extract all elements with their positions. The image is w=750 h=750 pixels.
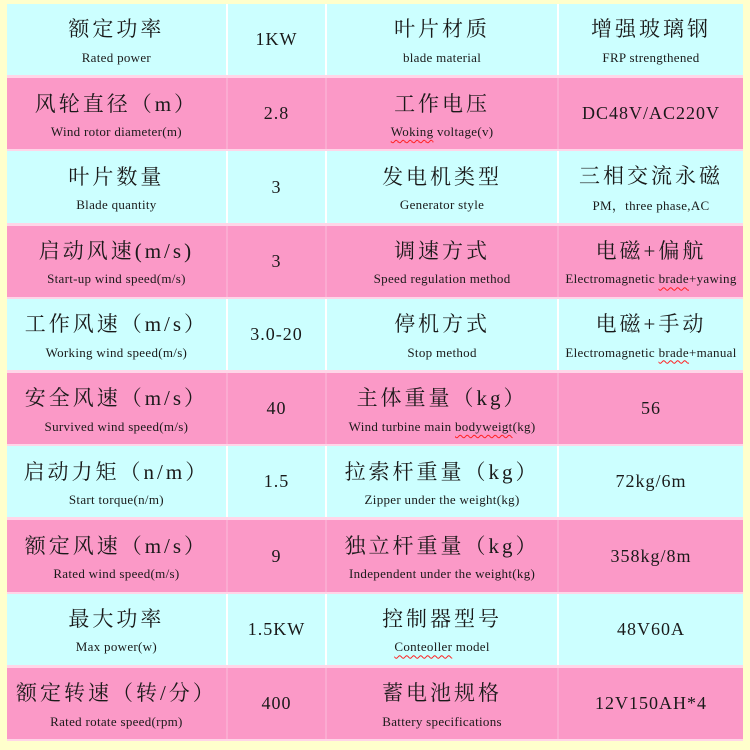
value-en: Electromagnetic brade+yawing [565,271,737,287]
param-name-zh: 安全风速（m/s） [24,386,209,411]
param-cell [7,520,228,591]
param-name-en: Start-up wind speed(m/s) [47,271,186,287]
param-value: 3 [271,176,282,197]
value-cell [559,226,743,297]
param-cell [7,594,228,665]
value-cell [559,151,743,222]
param-value: 56 [640,398,661,419]
param-name-en: Wind turbine main bodyweigt(kg) [348,418,536,434]
param-name-zh: 额定功率 [68,17,165,42]
param-value: 12V150AH*4 [594,692,707,713]
spec-row [7,223,743,299]
param-name-en: Rated power [81,49,152,65]
misspelled-word: brade [658,344,689,360]
param-name-zh: 拉索杆重量（kg） [344,459,540,484]
param-value: 1.5KW [247,618,306,639]
param-value: 72kg/6m [615,471,687,492]
spec-row [7,370,743,446]
param-name-zh: 独立杆重量（kg） [344,533,540,558]
value-cell [559,4,743,75]
value-cell [228,594,327,665]
param-value: 9 [271,545,282,566]
param-cell [327,373,559,444]
param-cell [327,668,559,739]
param-cell [7,446,228,517]
param-cell [327,151,559,222]
param-name-zh: 工作电压 [394,91,491,116]
value-cell [559,78,743,149]
param-cell [327,520,559,591]
param-value: 40 [266,398,287,419]
spec-row [7,4,743,75]
param-name-zh: 额定风速（m/s） [24,533,209,558]
param-name-zh: 停机方式 [394,312,491,337]
spec-row [7,517,743,593]
param-name-zh: 发电机类型 [382,164,503,189]
param-name-en: Blade quantity [76,197,157,213]
spec-row [7,151,743,222]
param-name-en: Survived wind speed(m/s) [44,418,189,434]
param-cell [327,226,559,297]
param-name-en: Working wind speed(m/s) [45,344,188,360]
param-name-zh: 启动力矩（n/m） [23,459,210,484]
param-value: 358kg/8m [610,545,692,566]
param-name-en: Woking voltage(v) [390,123,494,139]
value-cell [559,668,743,739]
param-value: DC48V/AC220V [581,103,720,124]
param-cell [327,4,559,75]
value-cell [228,373,327,444]
param-cell [7,668,228,739]
value-cell [559,299,743,370]
param-name-zh: 叶片数量 [68,164,165,189]
misspelled-word: Conteoller [394,639,453,655]
spec-row [7,594,743,665]
param-name-en: Rated wind speed(m/s) [53,566,180,582]
param-cell [327,594,559,665]
param-cell [327,299,559,370]
value-cell [228,151,327,222]
param-name-en: Rated rotate speed(rpm) [50,713,183,729]
param-name-zh: 额定转速（转/分） [15,681,217,706]
value-zh: 三相交流永磁 [578,163,723,188]
param-name-en: blade material [402,49,482,65]
param-value: 1.5 [263,471,290,492]
param-name-zh: 启动风速(m/s) [38,239,195,263]
misspelled-word: Woking [390,123,434,139]
param-name-zh: 主体重量（kg） [356,386,528,411]
value-cell [228,446,327,517]
value-en: FRP strengthened [602,49,700,65]
value-en: PM，three phase,AC [592,198,710,214]
value-cell [228,78,327,149]
param-name-zh: 控制器型号 [382,607,503,632]
value-cell [228,4,327,75]
param-cell [327,78,559,149]
param-name-en: Conteoller model [394,639,490,655]
param-name-en: Battery specifications [382,713,502,729]
value-cell [228,299,327,370]
param-cell [7,226,228,297]
param-name-en: Zipper under the weight(kg) [364,492,520,507]
value-zh: 电磁+偏航 [595,239,707,263]
param-name-en: Speed regulation method [373,271,511,287]
param-value: 2.8 [263,103,290,124]
value-cell [559,373,743,444]
spec-row [7,446,743,517]
value-zh: 增强玻璃钢 [590,17,711,42]
param-name-en: Generator style [399,197,485,213]
param-name-en: Independent under the weight(kg) [349,566,536,582]
param-value: 400 [261,692,292,713]
spec-row [7,665,743,741]
param-name-zh: 蓄电池规格 [382,681,503,706]
param-value: 3 [271,250,282,271]
param-value: 48V60A [616,618,685,639]
value-cell [228,226,327,297]
param-name-zh: 叶片材质 [394,17,491,42]
param-name-en: Stop method [407,344,477,360]
param-value: 1KW [255,29,298,50]
spec-row [7,75,743,151]
param-cell [327,446,559,517]
value-zh: 电磁+手动 [595,312,707,337]
param-name-zh: 最大功率 [68,607,165,632]
spec-row [7,299,743,370]
param-name-en: Wind rotor diameter(m) [50,123,182,139]
value-en: Electromagnetic brade+manual [565,344,737,360]
value-cell [228,668,327,739]
param-name-zh: 风轮直径（m） [34,91,199,116]
param-name-zh: 调速方式 [394,239,491,263]
param-cell [7,373,228,444]
param-cell [7,4,228,75]
value-cell [559,520,743,591]
specification-table [7,4,743,741]
param-name-en: Max power(w) [75,639,157,655]
param-name-en: Start torque(n/m) [68,492,164,507]
misspelled-word: brade [658,271,689,287]
value-cell [559,594,743,665]
value-cell [559,446,743,517]
param-cell [7,78,228,149]
value-cell [228,520,327,591]
param-name-zh: 工作风速（m/s） [24,312,209,337]
misspelled-word: bodyweigt [455,418,513,434]
param-value: 3.0-20 [250,323,303,344]
param-cell [7,151,228,222]
param-cell [7,299,228,370]
